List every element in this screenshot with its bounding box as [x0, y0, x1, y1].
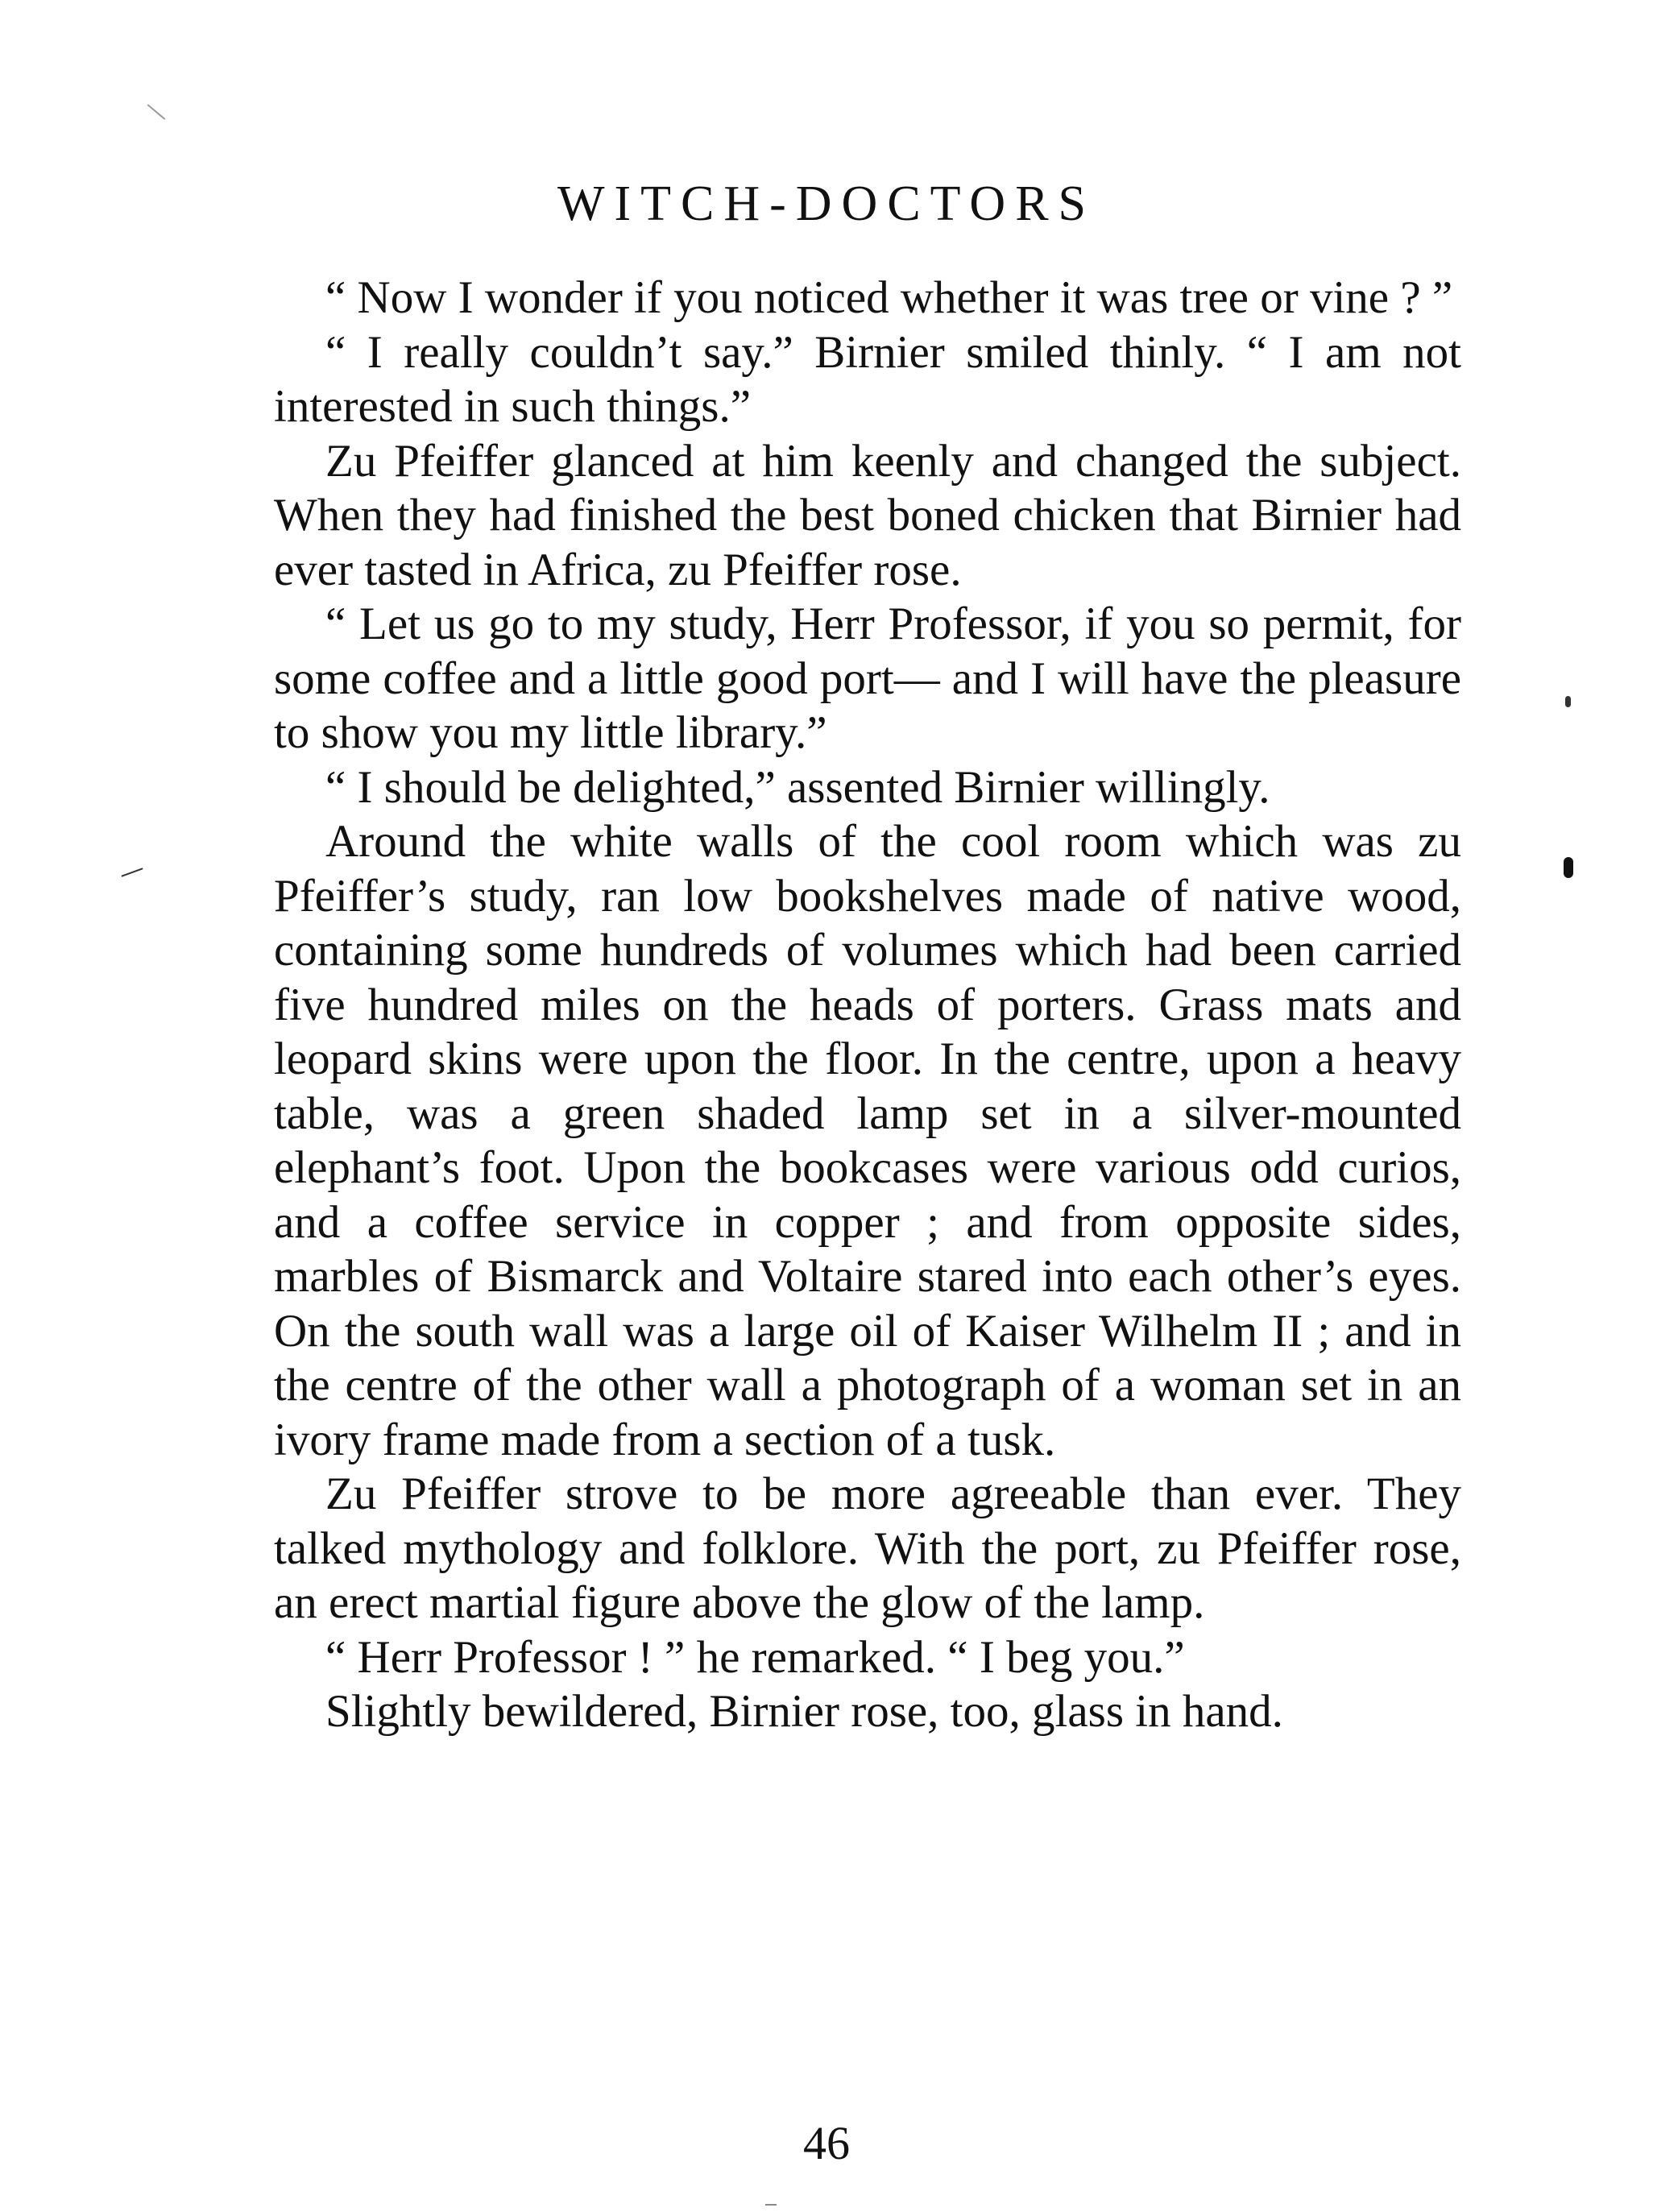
scan-mark	[1564, 857, 1573, 878]
scan-mark	[122, 868, 143, 876]
paragraph: “ I really couldn’t say.” Birnier smiled thinly. “ I am not interested in such things.”	[274, 326, 1461, 432]
paragraph: “ Herr Professor ! ” he remarked. “ I beg you.”	[325, 1631, 1185, 1683]
running-head: WITCH-DOCTORS	[557, 176, 1096, 231]
scan-mark	[147, 104, 166, 120]
paragraph: “ Let us go to my study, Herr Professor, if you so permit, for some coffee and a little good port— and I will have the pleasure to show you my little library.”	[274, 599, 1461, 758]
paragraph: Slightly bewildered, Birnier rose, too, glass in hand.	[325, 1686, 1283, 1737]
scan-mark	[1565, 696, 1571, 707]
paragraph: “ I should be delighted,” assented Birnier willingly.	[325, 761, 1270, 813]
paragraph: Around the white walls of the cool room which was zu Pfeiffer’s study, ran low bookshelves made of native wood, containing some hundreds of volumes which had been carried five hundred miles on the heads of porters. Grass mats and leopard skins were upon the floor. In the centre, upon a heavy table, was a green shaded lamp set in a silver-mounted elephant’s foot. Upon the bookcases were various odd curios, and a coffee service in copper ; and from opposite sides, marbles of Bismarck and Voltaire stared into each other’s eyes. On the south wall was a large oil of Kaiser Wilhelm II ; and in the centre of the other wall a photograph of a woman set in an ivory frame made from a section of a tusk.	[274, 816, 1461, 1465]
page-number: 46	[803, 2117, 850, 2169]
scan-mark	[765, 2204, 777, 2206]
paragraph: “ Now I wonder if you noticed whether it was tree or vine ? ”	[325, 272, 1453, 323]
paragraph: Zu Pfeiffer strove to be more agreeable than ever. They talked mythology and folklore. With the port, zu Pfeiffer rose, an erect martial figure above the glow of the lamp.	[274, 1468, 1461, 1628]
paragraph: Zu Pfeiffer glanced at him keenly and changed the subject. When they had finished the best boned chicken that Birnier had ever tasted in Africa, zu Pfeiffer rose.	[274, 435, 1461, 595]
body-text	[274, 271, 1461, 1739]
